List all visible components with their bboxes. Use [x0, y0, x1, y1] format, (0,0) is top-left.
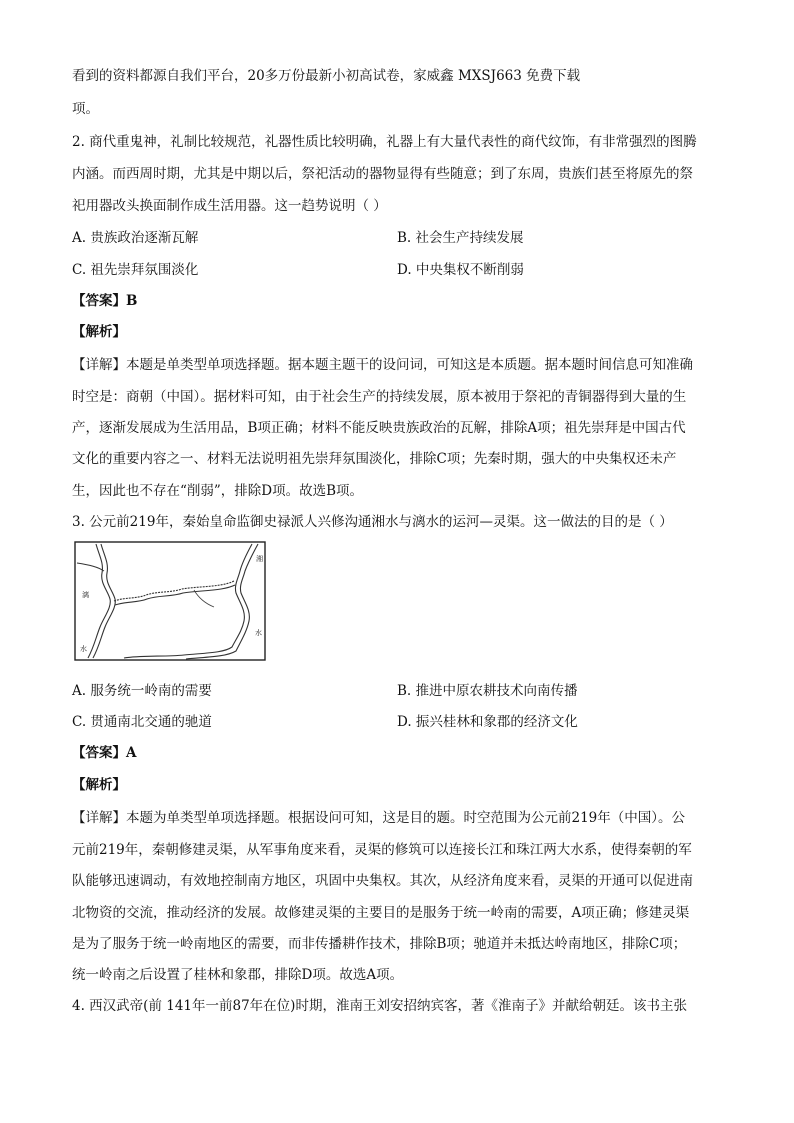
q2-option-b: B. 社会生产持续发展	[397, 230, 524, 246]
q2-detail-line-4: 文化的重要内容之一、材料无法说明祖先崇拜氛围淡化，排除C项；先秦时期，强大的中央集权还未产	[72, 451, 677, 467]
q3-option-a: A. 服务统一岭南的需要	[72, 683, 212, 699]
q3-answer: 【答案】A	[72, 745, 137, 761]
q2-detail-line-5: 生，因此也不存在“削弱”，排除D项。故选B项。	[72, 483, 364, 499]
q2-option-a: A. 贵族政治逐渐瓦解	[72, 230, 199, 246]
map-label-shui-right: 水	[255, 629, 262, 637]
q2-option-c: C. 祖先崇拜氛围淡化	[72, 262, 199, 278]
q2-stem-line-2: 内涵。而西周时期，尤其是中期以后，祭祀活动的器物显得有些随意；到了东周，贵族们甚至将原先的祭	[72, 166, 693, 182]
q3-analysis-label: 【解析】	[72, 777, 126, 793]
q3-detail-line-5: 是为了服务于统一岭南地区的需要，而非传播耕作技术，排除B项；驰道并未抵达岭南地区，排除C项；	[72, 936, 687, 952]
promo-line: 看到的资料都源自我们平台，20多万份最新小初高试卷，家威鑫 MXSJ663 免费下载	[72, 68, 581, 84]
q3-detail-line-1: 【详解】本题为单类型单项选择题。根据设问可知，这是目的题。时空范围为公元前219年（中国）。公	[72, 810, 686, 826]
q2-stem-line-1: 2. 商代重鬼神，礼制比较规范，礼器性质比较明确，礼器上有大量代表性的商代纹饰，有非常强烈的图腾	[72, 134, 697, 150]
q2-detail-line-1: 【详解】本题是单类型单项选择题。据本题主题干的设问词，可知这是本质题。据本题时间信息可知准确	[72, 357, 693, 373]
q3-detail-line-4: 北物资的交流，推动经济的发展。故修建灵渠的主要目的是服务于统一岭南的需要，A项正确；修建灵渠	[72, 905, 690, 921]
q3-stem: 3. 公元前219年，秦始皇命监御史禄派人兴修沟通湘水与漓水的运河—灵渠。这一做法的目的是（ ）	[72, 514, 673, 530]
q2-stem-line-3: 祀用器改头换面制作成生活用器。这一趋势说明（ ）	[72, 198, 387, 214]
q3-detail-line-2: 元前219年，秦朝修建灵渠，从军事角度来看，灵渠的修筑可以连接长江和珠江两大水系，使得秦朝的军	[72, 842, 692, 858]
q3-option-c: C. 贯通南北交通的驰道	[72, 714, 212, 730]
q2-detail-line-2: 时空是：商朝（中国）。据材料可知，由于社会生产的持续发展，原本被用于祭祀的青铜器得到大量的生	[72, 389, 687, 405]
q4-stem: 4. 西汉武帝(前 141年一前87年在位)时期，淮南王刘安招纳宾客，著《淮南子》并献给朝廷。该书主张	[72, 998, 687, 1014]
q2-detail-line-3: 产，逐渐发展成为生活用品，B项正确；材料不能反映贵族政治的瓦解，排除A项；祖先崇拜是中国古代	[72, 420, 686, 436]
q2-option-d: D. 中央集权不断削弱	[397, 262, 524, 278]
q3-option-d: D. 振兴桂林和象郡的经济文化	[397, 714, 578, 730]
q2-answer: 【答案】B	[72, 293, 138, 309]
promo-tail: 项。	[72, 101, 99, 117]
q3-option-b: B. 推进中原农耕技术向南传播	[397, 683, 578, 699]
q3-detail-line-3: 队能够迅速调动，有效地控制南方地区，巩固中央集权。其次，从经济角度来看，灵渠的开通可以促进南	[72, 873, 693, 889]
lingqu-canal-map	[74, 541, 266, 661]
q2-analysis-label: 【解析】	[72, 324, 126, 340]
q3-detail-line-6: 统一岭南之后设置了桂林和象郡，排除D项。故选A项。	[72, 967, 404, 983]
map-label-xiang: 湘	[256, 555, 263, 563]
map-label-shui-left: 水	[80, 645, 87, 653]
map-label-li: 漓	[82, 591, 89, 599]
